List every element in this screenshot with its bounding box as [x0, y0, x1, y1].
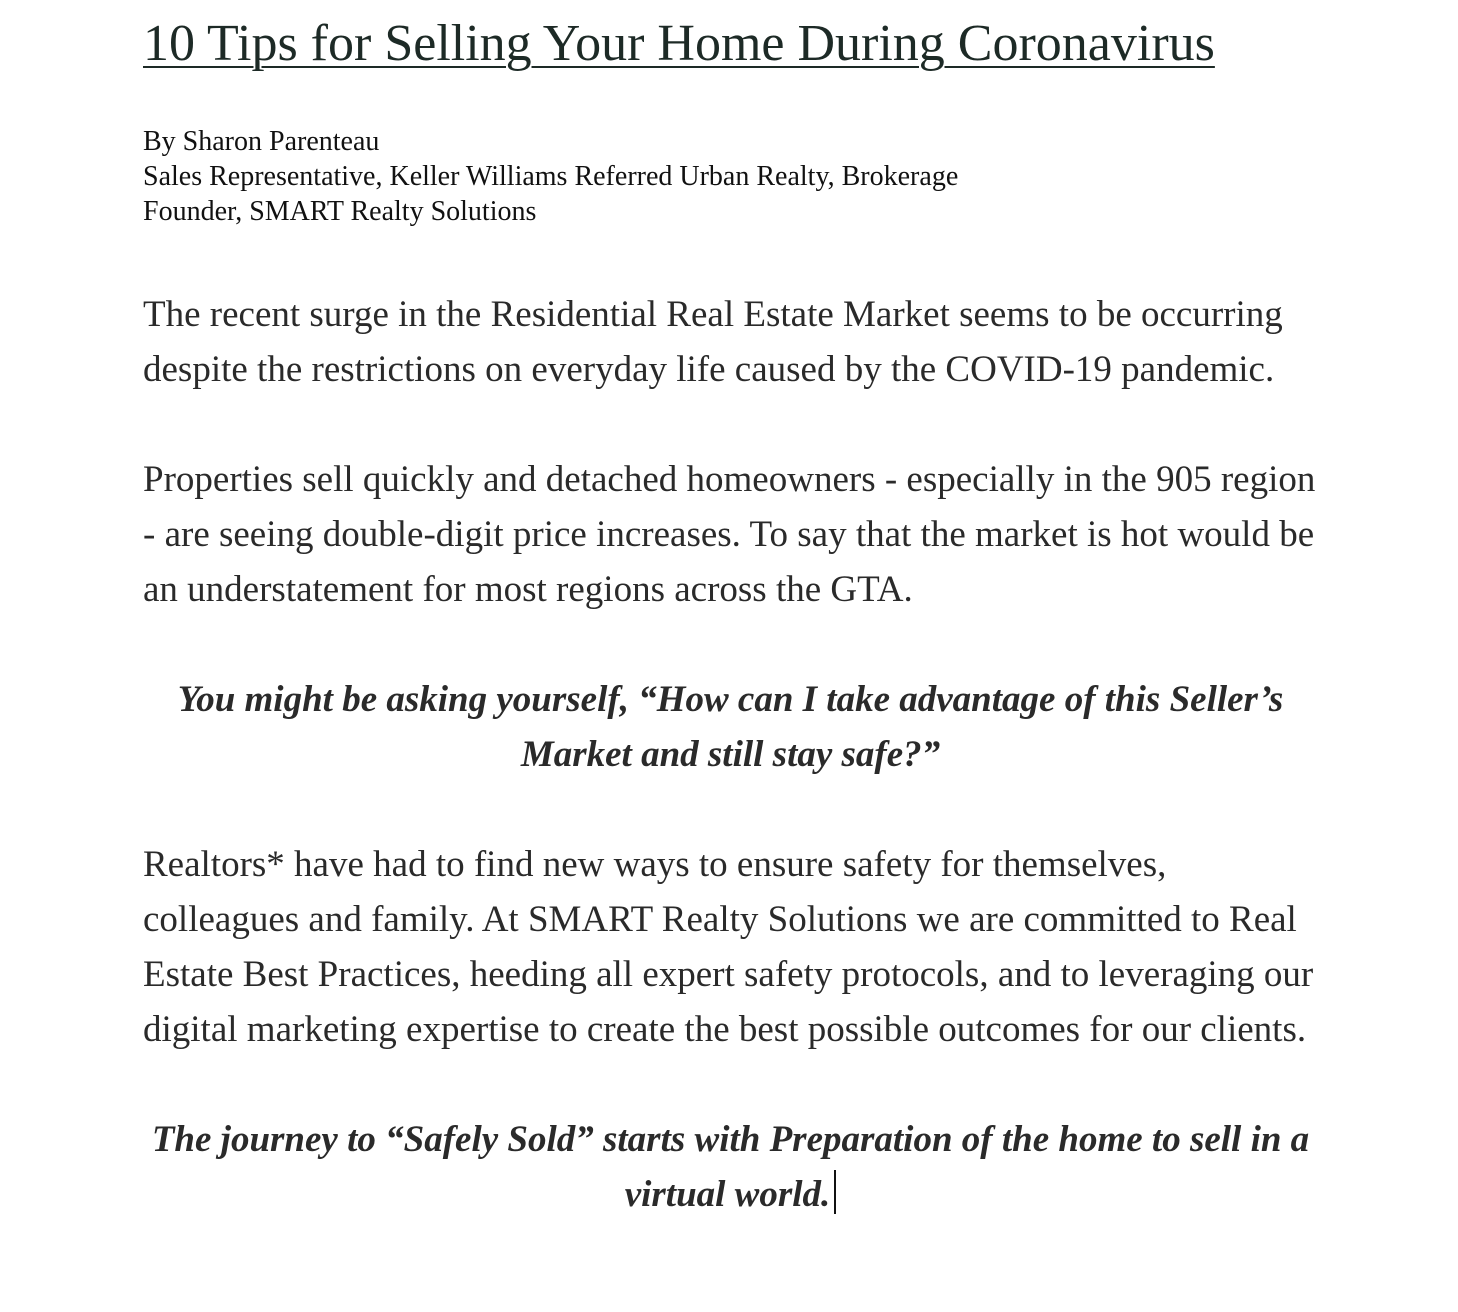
byline-role: Sales Representative, Keller Williams Referred Urban Realty, Brokerage [143, 161, 959, 192]
paragraph-intro: The recent surge in the Residential Real Estate Market seems to be occurring despite the restrictions on everyday life caused by the COVID-19 pandemic. [143, 294, 1283, 390]
byline-author: By Sharon Parenteau [143, 126, 380, 157]
pull-quote-journey [143, 1112, 1318, 1222]
paragraph-market: Properties sell quickly and detached homeowners - especially in the 905 region - are seeing double-digit price increases. To say that the market is hot would be an understatement for most regions across the GTA. [143, 459, 1316, 610]
paragraph-realtors: Realtors* have had to find new ways to ensure safety for themselves, colleagues and family. At SMART Realty Solutions we are committed to Real Estate Best Practices, heeding all expert safety protocols, and to leveraging our digital marketing expertise to create the best possible outcomes for our clients. [143, 844, 1314, 1050]
byline-founder: Founder, SMART Realty Solutions [143, 196, 537, 227]
text-cursor [834, 1170, 836, 1214]
byline [143, 124, 1318, 229]
pull-quote-question: You might be asking yourself, “How can I take advantage of this Seller’s Market and still stay safe?” [177, 679, 1284, 775]
document-body[interactable] [143, 0, 1318, 1222]
pull-quote-journey-text: The journey to “Safely Sold” starts with Preparation of the home to sell in a virtual world. [151, 1119, 1310, 1215]
document-title: 10 Tips for Selling Your Home During Coronavirus [143, 15, 1215, 72]
